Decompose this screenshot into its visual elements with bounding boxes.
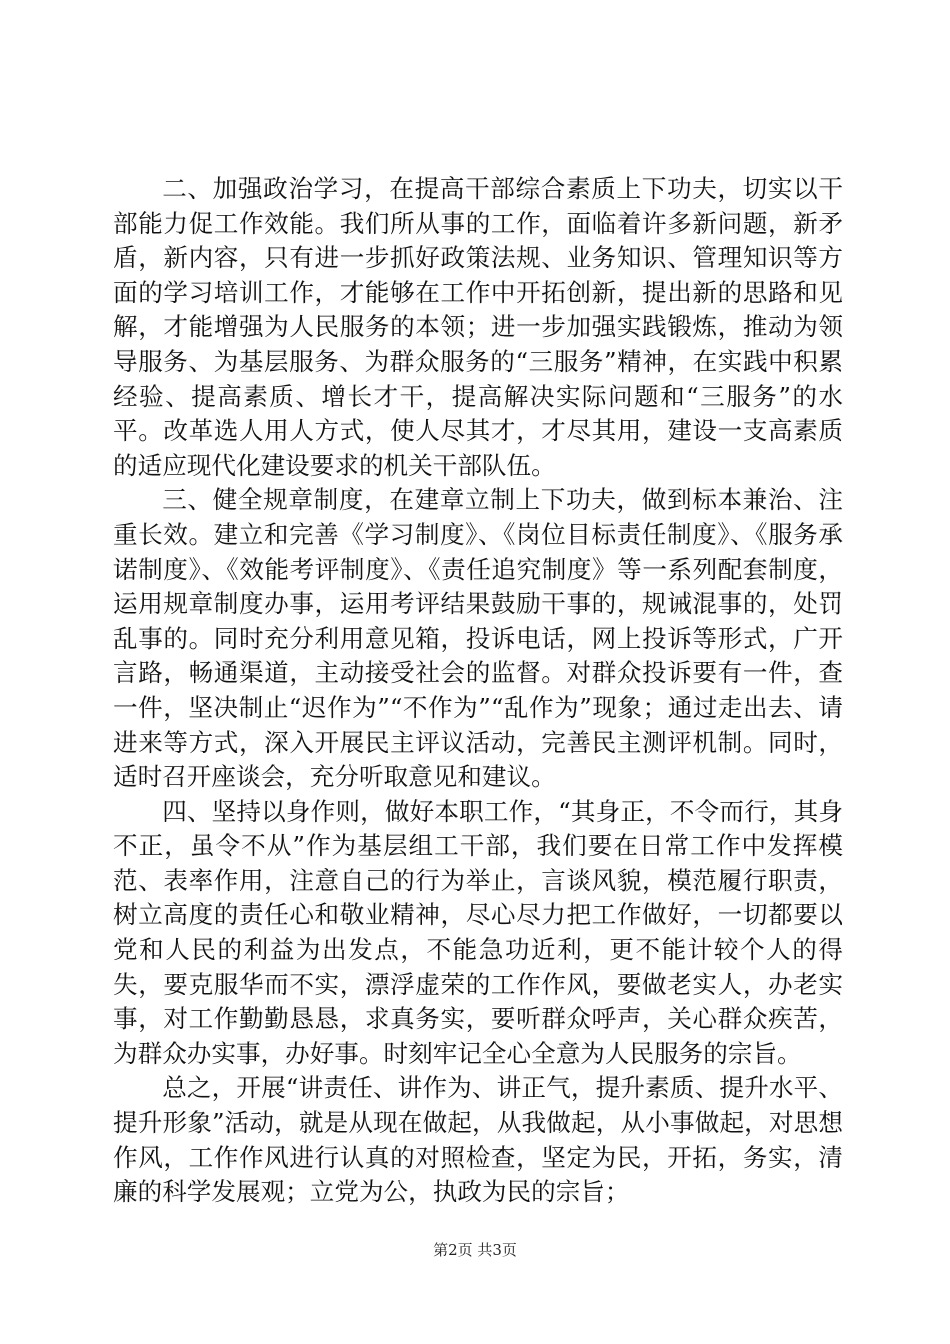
document-body	[113, 172, 843, 1210]
paragraph-summary: 总之，开展“讲责任、讲作为、讲正气，提升素质、提升水平、提升形象”活动，就是从现在做起，从我做起，从小事做起，对思想作风，工作作风进行认真的对照检查，坚定为民，开拓，务实，清廉的科学发展观；立党为公，执政为民的宗旨；	[113, 1073, 843, 1207]
paragraph-section-3: 三、健全规章制度，在建章立制上下功夫，做到标本兼治、注重长效。建立和完善《学习制度》、《岗位目标责任制度》、《服务承诺制度》、《效能考评制度》、《责任追究制度》等一系列配套制度，运用规章制度办事，运用考评结果鼓励干事的，规诫混事的，处罚乱事的。同时充分利用意见箱，投诉电话，网上投诉等形式，广开言路，畅通渠道，主动接受社会的监督。对群众投诉要有一件，查一件，坚决制止“迟作为”“不作为”“乱作为”现象；通过走出去、请进来等方式，深入开展民主评议活动，完善民主测评机制。同时，适时召开座谈会，充分听取意见和建议。	[113, 485, 843, 792]
paragraph-section-2: 二、加强政治学习，在提高干部综合素质上下功夫，切实以干部能力促工作效能。我们所从事的工作，面临着许多新问题，新矛盾，新内容，只有进一步抓好政策法规、业务知识、管理知识等方面的学习培训工作，才能够在工作中开拓创新，提出新的思路和见解，才能增强为人民服务的本领；进一步加强实践锻炼，推动为领导服务、为基层服务、为群众服务的“三服务”精神，在实践中积累经验、提高素质、增长才干，提高解决实际问题和“三服务”的水平。改革选人用人方式，使人尽其才，才尽其用，建设一支高素质的适应现代化建设要求的机关干部队伍。	[113, 174, 843, 480]
paragraph-section-4: 四、坚持以身作则，做好本职工作，“其身正，不令而行，其身不正，虽令不从”作为基层组工干部，我们要在日常工作中发挥模范、表率作用，注意自己的行为举止，言谈风貌，模范履行职责，树立高度的责任心和敬业精神，尽心尽力把工作做好，一切都要以党和人民的利益为出发点，不能急功近利，更不能计较个人的得失，要克服华而不实，漂浮虚荣的工作作风，要做老实人，办老实事，对工作勤勤恳恳，求真务实，要听群众呼声，关心群众疾苦，为群众办实事，办好事。时刻牢记全心全意为人民服务的宗旨。	[113, 796, 843, 1068]
page-footer: 第2页 共3页	[433, 1241, 517, 1259]
